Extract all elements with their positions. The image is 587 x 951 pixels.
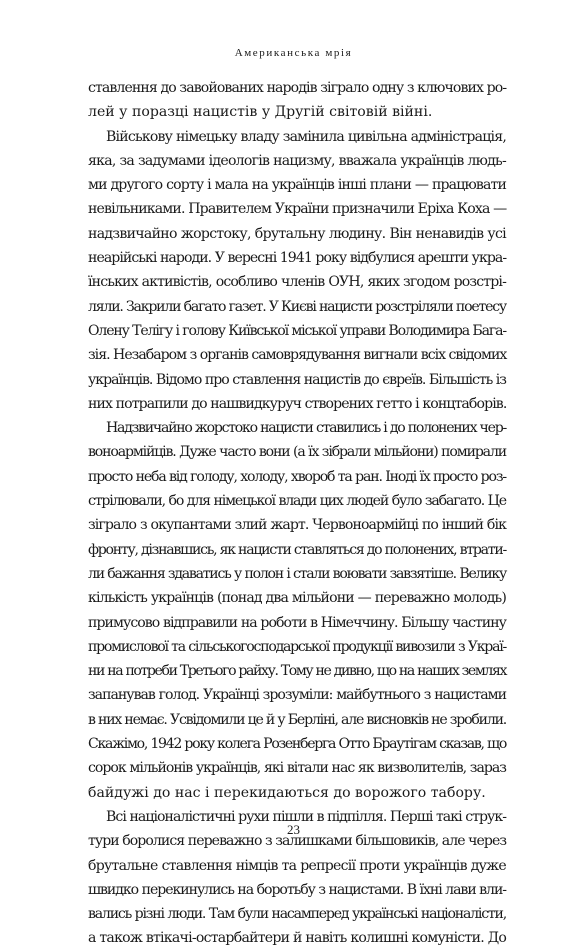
text-line: ставлення до завойованих народів зіграло одну з ключових ро- xyxy=(88,80,507,96)
text-line: їнських активістів, особливо членів ОУН, яких згодом розстрі- xyxy=(88,274,506,291)
text-line: Військову німецьку владу замінила цивільна адміністрація, xyxy=(106,128,506,145)
text-line: просто неба від голоду, холоду, хвороб та ран. Іноді їх просто роз- xyxy=(88,468,506,485)
paragraph xyxy=(88,76,506,125)
text-line: в них немає. Усвідомили це й у Берліні, але висновків не зробили. xyxy=(88,711,507,728)
text-line: кількість українців (понад два мільйони — переважно молодь) xyxy=(88,590,506,607)
text-line: запанував голод. Українці зрозуміли: майбутнього з нацистами xyxy=(88,687,506,704)
text-line: них потрапили до нашвидкуруч створених гетто і концтаборів. xyxy=(88,395,507,412)
text-line: фронту, дізнавшись, як нацисти ставляться до полонених, втрати- xyxy=(88,541,506,558)
text-line: байдужі до нас і перекидаються до ворожого табору. xyxy=(88,784,486,801)
text-line: Скажімо, 1942 року колега Розенберга Отто Браутігам сказав, що xyxy=(88,736,506,753)
text-line: Надзвичайно жорстоко нацисти ставились і до полонених чер- xyxy=(106,420,506,437)
paragraph xyxy=(88,125,506,417)
text-line: ли бажання здаватись у полон і стали воювати завзятіше. Велику xyxy=(88,565,506,582)
page-number: 23 xyxy=(287,822,300,837)
text-line: українців. Відомо про ставлення нацистів до євреїв. Більшість із xyxy=(88,371,506,388)
text-line: надзвичайно жорстоку, брутальну людину. Він ненавидів усі xyxy=(88,225,506,242)
text-line: зіграло з окупантами злий жарт. Червоноармійці по інший бік xyxy=(88,517,506,534)
body-text xyxy=(88,76,506,951)
paragraph xyxy=(88,416,506,805)
text-line: ни на потреби Третього райху. Тому не дивно, що на наших землях xyxy=(88,663,506,680)
text-line: неарійські народи. У вересні 1941 року відбулися арешти укра- xyxy=(88,250,507,267)
text-line: яка, за задумами ідеологів нацизму, вважала українців людь- xyxy=(88,152,506,169)
text-line: ми другого сорту і мала на українців інші плани — працювати xyxy=(88,177,506,194)
text-line: брутальне ставлення німців та репресії проти українців дуже xyxy=(88,857,506,874)
text-line: лей у поразці нацистів у Другій світовій війні. xyxy=(88,104,433,121)
text-line: Олену Телігу і голову Київської міської управи Володимира Бага- xyxy=(88,322,506,339)
text-line: Всі націоналістичні рухи пішли в підпілля. Перші такі струк- xyxy=(106,808,507,825)
text-line: тури боролися переважно з залишками більшовиків, але через xyxy=(88,833,507,850)
text-line: вались різні люди. Там були насамперед українські націоналісти, xyxy=(88,906,506,923)
text-line: ляли. Закрили багато газет. У Києві нацисти розстріляли поетесу xyxy=(88,298,507,315)
text-line: невільниками. Правителем України призначили Еріха Коха — xyxy=(88,201,507,218)
text-line: зія. Незабаром з органів самоврядування вигнали всіх свідомих xyxy=(88,347,507,364)
text-line: а також втікачі-остарбайтери й навіть колишні комуністи. До xyxy=(88,930,507,947)
text-line: примусово відправили на роботи в Німеччину. Більшу частину xyxy=(88,614,506,631)
text-line: промислової та сільськогосподарської продукції вивозили з Украї- xyxy=(88,638,506,655)
text-line: воноармійців. Дуже часто вони (а їх зібрали мільйони) помирали xyxy=(88,444,506,461)
running-header: Американська мрія xyxy=(234,47,353,59)
text-line: швидко перекинулись на боротьбу з нацистами. В їхні лави вли- xyxy=(88,881,506,898)
text-line: сорок мільйонів українців, які вітали нас як визволителів, зараз xyxy=(88,760,506,777)
text-line: стрілювали, бо для німецької влади цих людей було забагато. Це xyxy=(88,493,506,510)
